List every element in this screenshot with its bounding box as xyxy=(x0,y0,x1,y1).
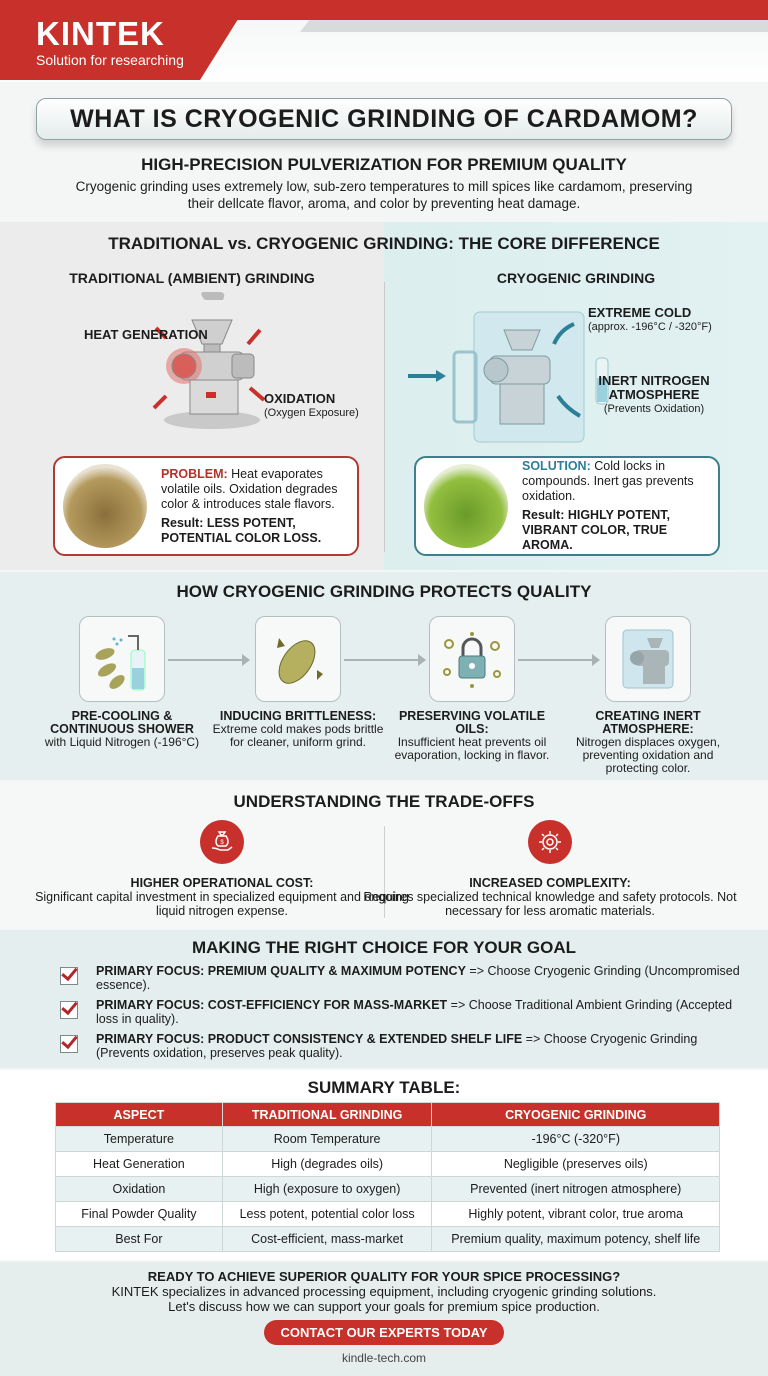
checkbox-checked-icon xyxy=(60,1001,78,1019)
choice-item xyxy=(60,964,740,992)
title-banner xyxy=(36,98,732,140)
summary-heading: SUMMARY TABLE: xyxy=(307,1078,461,1097)
cryogenic-title: CRYOGENIC GRINDING xyxy=(496,270,656,286)
tradeoffs-section xyxy=(0,782,768,928)
traditional-title: TRADITIONAL (AMBIENT) GRINDING xyxy=(69,270,315,286)
column-header: TRADITIONAL GRINDING xyxy=(222,1103,432,1127)
intro-heading: HIGH-PRECISION PULVERIZATION FOR PREMIUM QUALITY xyxy=(141,155,627,174)
table-cell: Temperature xyxy=(56,1127,223,1152)
step-description: Nitrogen displaces oxygen, preventing oxidation and protecting color. xyxy=(575,735,721,775)
process-section xyxy=(0,572,768,780)
cta-section xyxy=(0,1262,768,1376)
choice-recommendation: => Choose Traditional Ambient Grinding (Accepted loss in quality). xyxy=(96,998,733,1026)
choice-text xyxy=(96,1032,740,1060)
table-cell: Heat Generation xyxy=(56,1152,223,1177)
oxidation-label xyxy=(264,392,359,420)
solution-result: Result: HIGHLY POTENT, VIBRANT COLOR, TRUE AROMA. xyxy=(522,508,670,552)
process-step xyxy=(32,616,212,749)
choice-section xyxy=(0,930,768,1068)
choice-heading: MAKING THE RIGHT CHOICE FOR YOUR GOAL xyxy=(191,938,577,957)
tradeoff-item xyxy=(358,820,742,918)
choice-recommendation: => Choose Cryogenic Grinding (Uncompromised essence). xyxy=(96,964,740,992)
tradeoff-title: HIGHER OPERATIONAL COST: xyxy=(130,876,314,890)
tradeoff-item xyxy=(30,820,414,918)
problem-text xyxy=(161,467,349,546)
problem-card xyxy=(53,456,359,556)
table-cell: Less potent, potential color loss xyxy=(222,1202,432,1227)
page-title: WHAT IS CRYOGENIC GRINDING OF CARDAMOM? xyxy=(70,104,698,133)
cracked-pod-icon xyxy=(255,616,341,702)
inert-nitrogen-sublabel: (Prevents Oxidation) xyxy=(603,403,705,415)
enclosed-grinder-icon xyxy=(605,616,691,702)
tradeoffs-heading: UNDERSTANDING THE TRADE-OFFS xyxy=(233,792,535,811)
lock-icon xyxy=(429,616,515,702)
extreme-cold-label xyxy=(588,306,712,334)
logo[interactable] xyxy=(36,16,184,68)
tradeoff-description: Requires specialized technical knowledge and safety protocols. Not necessary for less aromatic materials. xyxy=(363,890,737,918)
oxidation-label-text: OXIDATION xyxy=(264,391,336,406)
process-step xyxy=(558,616,738,775)
table-cell: Premium quality, maximum potency, shelf life xyxy=(432,1227,720,1252)
checkbox-checked-icon xyxy=(60,1035,78,1053)
choice-focus: PRIMARY FOCUS: PREMIUM QUALITY & MAXIMUM POTENCY xyxy=(96,964,466,978)
column-header: CRYOGENIC GRINDING xyxy=(432,1103,720,1127)
table-cell: Best For xyxy=(56,1227,223,1252)
gear-icon xyxy=(528,820,572,864)
table-header-row xyxy=(56,1103,720,1127)
intro-section xyxy=(0,155,768,212)
column-header: ASPECT xyxy=(56,1103,223,1127)
choice-focus: PRIMARY FOCUS: COST-EFFICIENCY FOR MASS-MARKET xyxy=(96,998,448,1012)
intro-text: Cryogenic grinding uses extremely low, sub-zero temperatures to mill spices like cardamom, preserving their dellcate flavor, aroma, and color by preventing heat damage. xyxy=(75,179,693,211)
process-step xyxy=(208,616,388,749)
website-link[interactable]: kindle-tech.com xyxy=(341,1351,427,1365)
header xyxy=(0,0,768,82)
table-cell: -196°C (-320°F) xyxy=(432,1127,720,1152)
inert-nitrogen-label xyxy=(594,374,714,416)
header-grey-band xyxy=(300,20,768,32)
table-row xyxy=(56,1227,720,1252)
oxidation-sublabel: (Oxygen Exposure) xyxy=(264,407,359,419)
table-row xyxy=(56,1177,720,1202)
problem-label: PROBLEM: xyxy=(161,466,228,481)
contact-experts-button[interactable]: CONTACT OUR EXPERTS TODAY xyxy=(264,1320,503,1345)
choice-text xyxy=(96,998,740,1026)
table-cell: High (degrades oils) xyxy=(222,1152,432,1177)
inert-nitrogen-text: INERT NITROGEN ATMOSPHERE xyxy=(598,373,710,402)
green-powder-image xyxy=(424,464,508,548)
summary-section xyxy=(0,1070,768,1260)
checkbox-checked-icon xyxy=(60,967,78,985)
problem-body: Heat evaporates volatile oils. Oxidation degrades color & introduces stale flavors. xyxy=(161,466,338,511)
table-cell: Highly potent, vibrant color, true aroma xyxy=(432,1202,720,1227)
table-cell: Final Powder Quality xyxy=(56,1202,223,1227)
choice-item xyxy=(60,1032,740,1060)
step-description: with Liquid Nitrogen (-196°C) xyxy=(44,735,200,749)
heat-generation-label: HEAT GENERATION xyxy=(84,327,208,342)
step-description: Extreme cold makes pods brittle for cleaner, uniform grind. xyxy=(212,722,384,749)
svg-text:$: $ xyxy=(220,840,224,846)
extreme-cold-sublabel: (approx. -196°C / -320°F) xyxy=(588,321,712,333)
hot-grinder-icon xyxy=(150,292,280,432)
solution-card xyxy=(414,456,720,556)
table-cell: Cost-efficient, mass-market xyxy=(222,1227,432,1252)
table-cell: Room Temperature xyxy=(222,1127,432,1152)
step-title: PRESERVING VOLATILE OILS: xyxy=(398,709,546,736)
solution-text xyxy=(522,459,710,553)
table-row xyxy=(56,1152,720,1177)
summary-table xyxy=(55,1102,720,1252)
table-cell: Negligible (preserves oils) xyxy=(432,1152,720,1177)
brown-powder-image xyxy=(63,464,147,548)
solution-label: SOLUTION: xyxy=(522,459,591,473)
choice-recommendation: => Choose Cryogenic Grinding (Prevents oxidation, preserves peak quality). xyxy=(96,1032,698,1060)
cta-line-1: KINTEK specializes in advanced processing equipment, including cryogenic grinding solutions. xyxy=(111,1284,657,1299)
cta-heading: READY TO ACHIEVE SUPERIOR QUALITY FOR YOUR SPICE PROCESSING? xyxy=(147,1269,621,1284)
process-step xyxy=(382,616,562,762)
money-bag-hand-icon xyxy=(200,820,244,864)
logo-tagline: Solution for researching xyxy=(36,52,184,68)
tradeoff-title: INCREASED COMPLEXITY: xyxy=(469,876,631,890)
nitrogen-spray-icon xyxy=(79,616,165,702)
comparison-heading: TRADITIONAL vs. CRYOGENIC GRINDING: THE CORE DIFFERENCE xyxy=(108,234,660,253)
tradeoff-description: Significant capital investment in specialized equipment and ongoing liquid nitrogen expense. xyxy=(35,890,409,918)
problem-result: Result: LESS POTENT, POTENTIAL COLOR LOSS. xyxy=(161,515,322,545)
step-description: Insufficient heat prevents oil evaporation, locking in flavor. xyxy=(394,735,550,762)
table-cell: High (exposure to oxygen) xyxy=(222,1177,432,1202)
extreme-cold-text: EXTREME COLD xyxy=(588,305,692,320)
choice-item xyxy=(60,998,740,1026)
table-row xyxy=(56,1202,720,1227)
step-title: CREATING INERT ATMOSPHERE: xyxy=(595,709,701,736)
step-title: PRE-COOLING & CONTINUOUS SHOWER xyxy=(50,709,194,736)
step-title: INDUCING BRITTLENESS: xyxy=(219,709,377,723)
table-cell: Oxidation xyxy=(56,1177,223,1202)
choice-focus: PRIMARY FOCUS: PRODUCT CONSISTENCY & EXTENDED SHELF LIFE xyxy=(96,1032,523,1046)
table-cell: Prevented (inert nitrogen atmosphere) xyxy=(432,1177,720,1202)
comparison-section xyxy=(0,222,768,570)
logo-name: KINTEK xyxy=(36,15,165,52)
table-row xyxy=(56,1127,720,1152)
enclosed-cryo-grinder-icon xyxy=(404,298,614,448)
solution-body: Cold locks in compounds. Inert gas prevents oxidation. xyxy=(522,459,694,503)
cta-line-2: Let's discuss how we can support your goals for premium spice production. xyxy=(168,1299,600,1314)
process-heading: HOW CRYOGENIC GRINDING PROTECTS QUALITY xyxy=(176,582,592,601)
choice-text xyxy=(96,964,740,992)
